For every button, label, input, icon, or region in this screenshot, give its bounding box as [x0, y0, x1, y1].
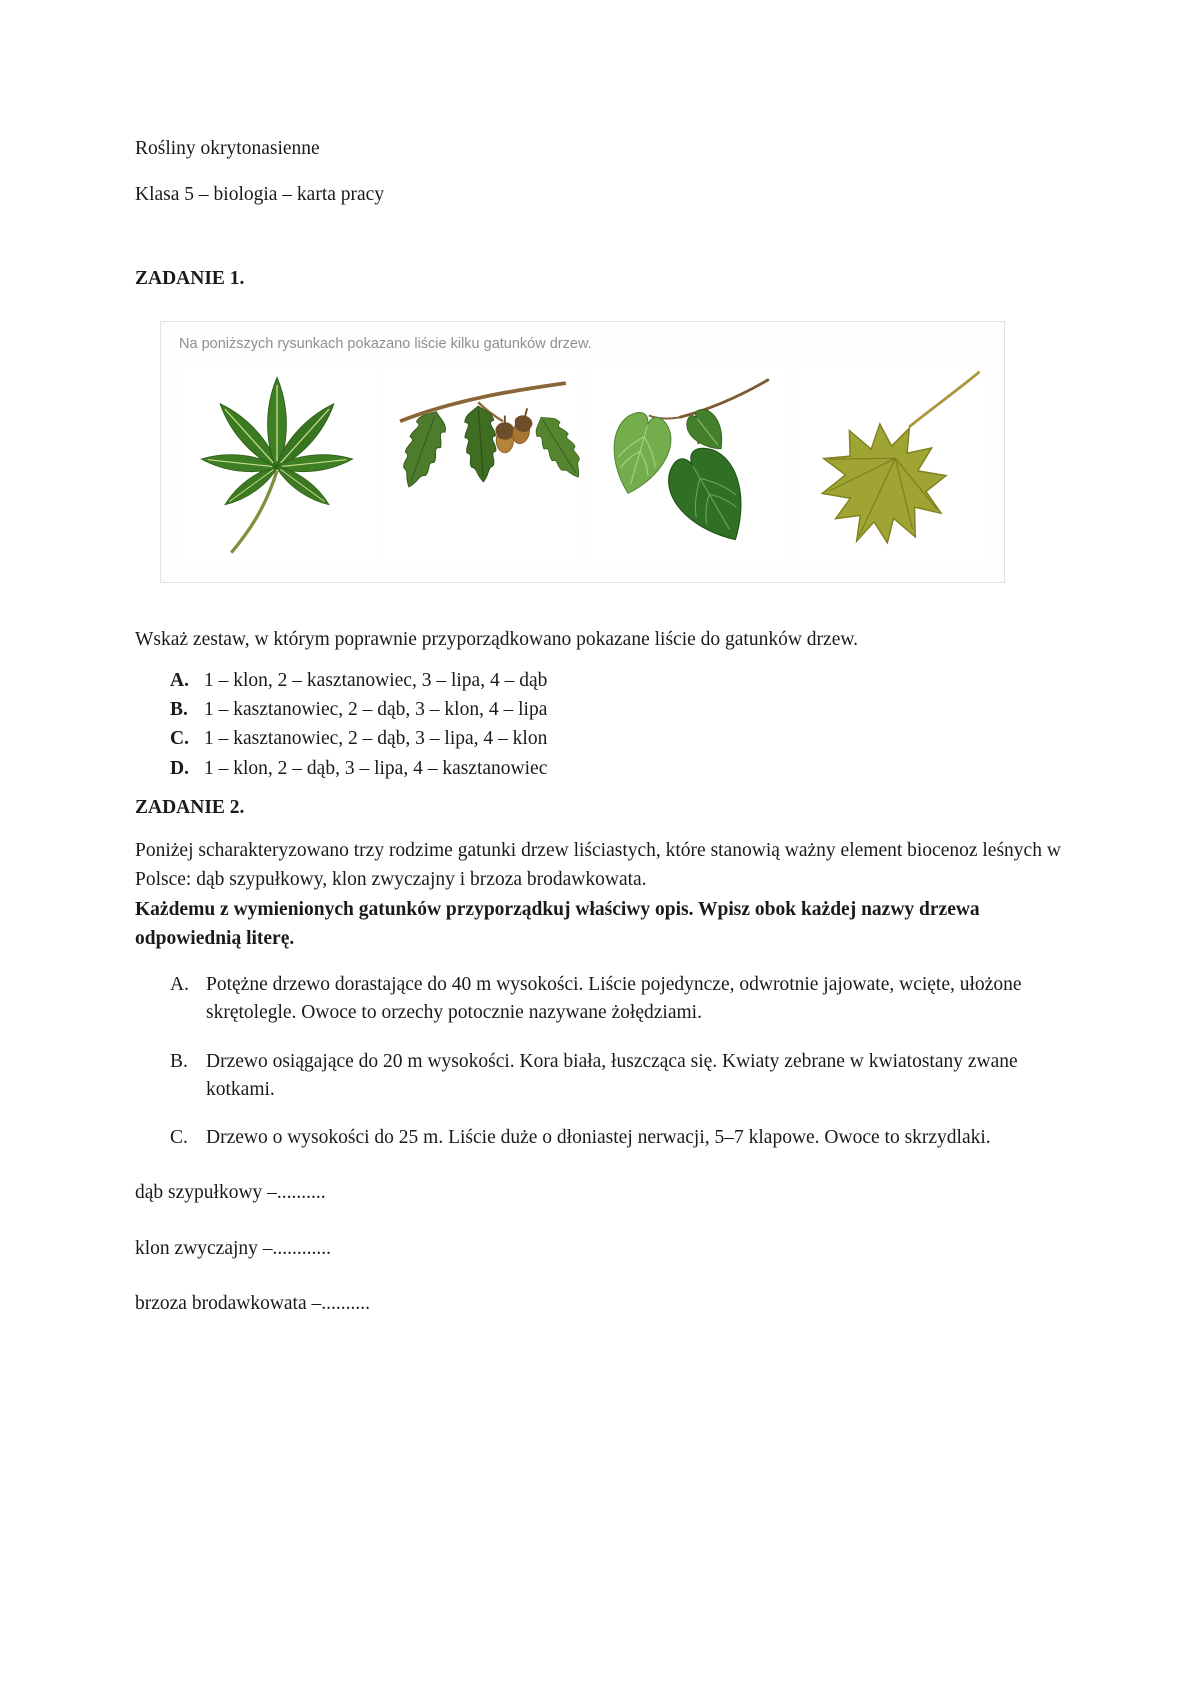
linden-leaf-illustration [589, 366, 785, 566]
linden-leaf-image [589, 366, 785, 566]
task2-instruction: Każdemu z wymienionych gatunków przyporządkuj właściwy opis. Wpisz obok każdej nazwy drzewa odpowiednią literę. [135, 898, 980, 949]
option-d-letter: D. [170, 757, 189, 779]
chestnut-leaf-image [179, 366, 375, 566]
description-c [170, 1124, 1065, 1152]
oak-leaf-illustration [384, 366, 580, 566]
maple-leaf-image [794, 366, 990, 566]
description-c-letter: C. [170, 1127, 188, 1149]
task1-question: Wskaż zestaw, w którym poprawnie przyporządkowano pokazane liście do gatunków drzew. [135, 628, 859, 650]
oak-leaf-image [384, 366, 580, 566]
figure-caption: Na poniższych rysunkach pokazano liście kilku gatunków drzew. [179, 335, 592, 352]
option-d-text: 1 – klon, 2 – dąb, 3 – lipa, 4 – kasztanowiec [204, 757, 548, 779]
answer-line-oak: dąb szypułkowy –.......... [135, 1182, 326, 1204]
description-b-letter: B. [170, 1050, 188, 1072]
option-a-text: 1 – klon, 2 – kasztanowiec, 3 – lipa, 4 – dąb [204, 669, 548, 691]
leaf-figure [160, 321, 1005, 583]
option-b-text: 1 – kasztanowiec, 2 – dąb, 3 – klon, 4 – lipa [204, 699, 548, 720]
option-c-text: 1 – kasztanowiec, 2 – dąb, 3 – lipa, 4 – klon [204, 728, 548, 750]
description-a-text: Potężne drzewo dorastające do 40 m wysokości. Liście pojedyncze, odwrotnie jajowate, wcięte, ułożone skrętolegle. Owoce to orzechy potocznie nazywane żołędziami. [206, 974, 1022, 1024]
maple-leaf-illustration [794, 366, 990, 566]
description-c-text: Drzewo o wysokości do 25 m. Liście duże o dłoniastej nerwacji, 5–7 klapowe. Owoce to skrzydlaki. [206, 1127, 991, 1149]
answer-line-maple: klon zwyczajny –............ [135, 1237, 332, 1259]
task1-heading: ZADANIE 1. [135, 267, 245, 289]
doc-subtitle: Klasa 5 – biologia – karta pracy [135, 184, 385, 206]
option-c-letter: C. [170, 728, 189, 750]
option-b [170, 695, 1065, 724]
description-b [170, 1048, 1065, 1105]
option-d [170, 754, 1065, 783]
option-a [170, 666, 1065, 695]
doc-title: Rośliny okrytonasienne [135, 138, 320, 159]
option-a-letter: A. [170, 669, 189, 691]
task2-intro: Poniżej scharakteryzowano trzy rodzime gatunki drzew liściastych, które stanowią ważny element biocenoz leśnych w Polsce: dąb szypułkowy, klon zwyczajny i brzoza brodawkowata. [135, 840, 1061, 891]
option-c [170, 724, 1065, 753]
option-b-letter: B. [170, 699, 188, 720]
description-b-text: Drzewo osiągające do 20 m wysokości. Kora biała, łuszcząca się. Kwiaty zebrane w kwiatostany zwane kotkami. [206, 1050, 1018, 1100]
task2-descriptions [135, 971, 1065, 1152]
task1-options [170, 666, 1065, 783]
chestnut-leaf-illustration [179, 366, 375, 566]
description-a-letter: A. [170, 974, 189, 995]
description-a [170, 971, 1065, 1028]
task2-heading: ZADANIE 2. [135, 796, 245, 818]
answer-line-birch: brzoza brodawkowata –.......... [135, 1292, 370, 1314]
leaf-image-row [179, 366, 990, 566]
